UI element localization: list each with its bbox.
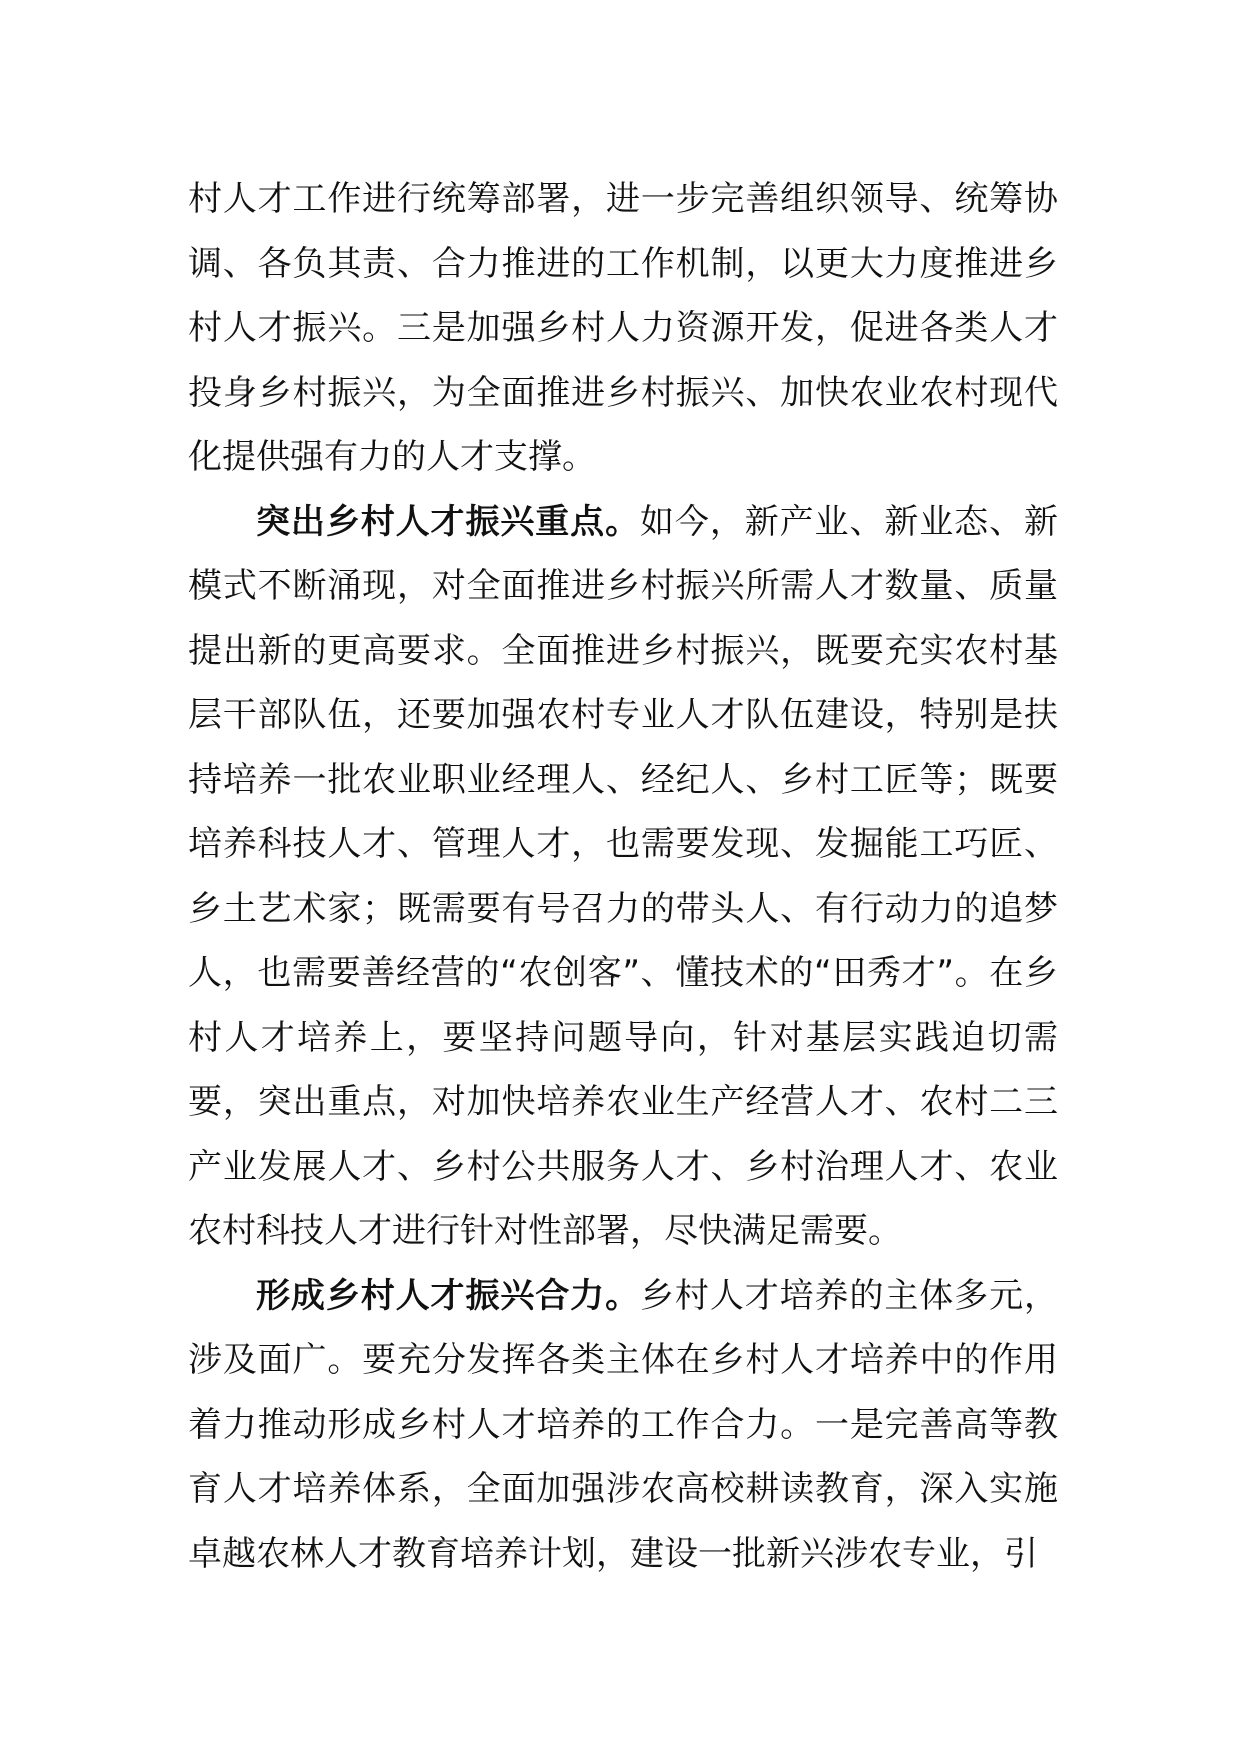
paragraph-focus xyxy=(188,490,1058,1264)
paragraph-text: 如今，新产业、新业态、新模式不断涌现，对全面推进乡村振兴所需人才数量、质量提出新的更高要求。全面推进乡村振兴，既要充实农村基层干部队伍，还要加强农村专业人才队伍建设，特别是扶持培养一批农业职业经理人、经纪人、乡村工匠等；既要培养科技人才、管理人才，也需要发现、发掘能工巧匠、乡土艺术家；既需要有号召力的带头人、有行动力的追梦人，也需要善经营的“农创客”、懂技术的“田秀才”。在乡村人才培养上，要坚持问题导向，针对基层实践迫切需要，突出重点，对加快培养农业生产经营人才、农村二三产业发展人才、乡村公共服务人才、乡村治理人才、农业农村科技人才进行针对性部署，尽快满足需要。 xyxy=(188,501,1058,1251)
paragraph-synergy xyxy=(188,1264,1058,1587)
paragraph-text: 村人才工作进行统筹部署，进一步完善组织领导、统筹协调、各负其责、合力推进的工作机制，以更大力度推进乡村人才振兴。三是加强乡村人力资源开发，促进各类人才投身乡村振兴，为全面推进乡村振兴、加快农业农村现代化提供强有力的人才支撑。 xyxy=(188,179,1058,477)
body-text xyxy=(188,167,1058,1586)
paragraph-heading: 形成乡村人才振兴合力。 xyxy=(256,1275,640,1316)
paragraph-text: 乡村人才培养的主体多元，涉及面广。要充分发挥各类主体在乡村人才培养中的作用着力推动形成乡村人才培养的工作合力。一是完善高等教育人才培养体系，全面加强涉农高校耕读教育，深入实施卓越农林人才教育培养计划，建设一批新兴涉农专业，引 xyxy=(188,1275,1058,1574)
paragraph-continuation xyxy=(188,167,1058,490)
paragraph-heading: 突出乡村人才振兴重点。 xyxy=(256,501,640,542)
